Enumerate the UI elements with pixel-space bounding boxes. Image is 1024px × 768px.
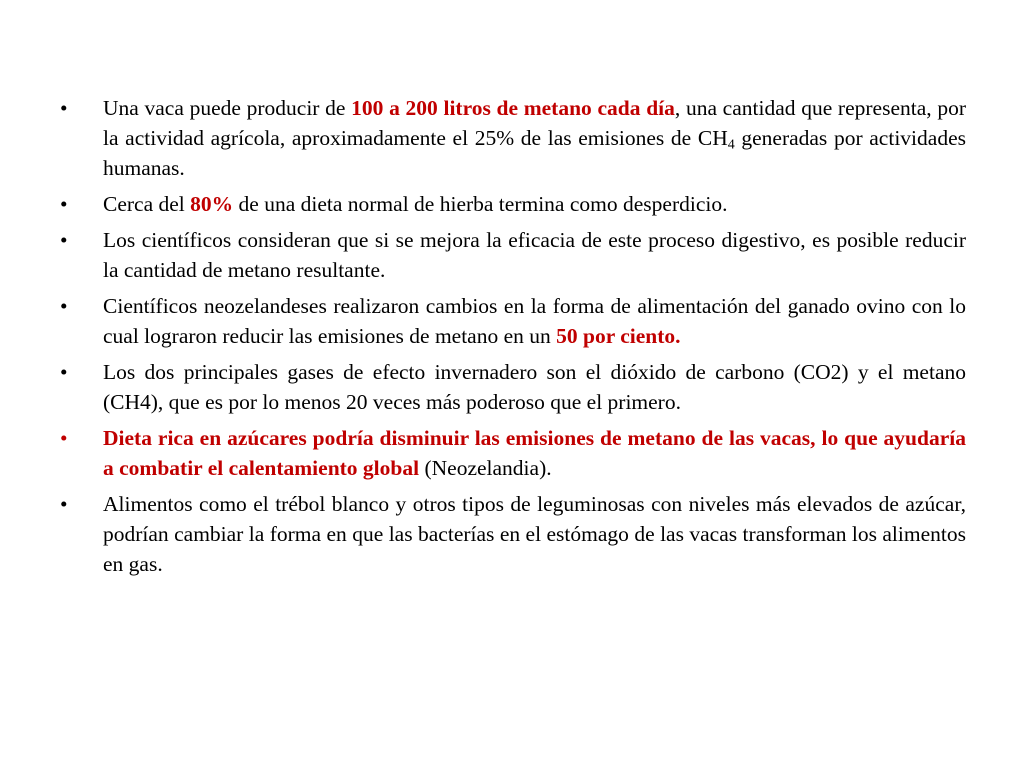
subscript-text: 4 [727, 137, 735, 153]
emphasis-text: 100 a 200 litros de metano cada día [351, 96, 675, 120]
bullet-marker: • [60, 360, 68, 384]
bullet-marker: • [60, 492, 68, 516]
bullet-item [60, 189, 966, 219]
body-text: Los científicos consideran que si se mejora la eficacia de este proceso digestivo, es posible reducir la cantidad de metano resultante. [103, 228, 966, 282]
bullet-text [103, 96, 966, 180]
body-text: Cerca del [103, 192, 191, 216]
bullet-item [60, 357, 966, 417]
bullet-item [60, 489, 966, 579]
body-text: generadas por actividades humanas. [103, 126, 966, 180]
bullet-marker: • [60, 294, 68, 318]
body-text: de una dieta normal de hierba termina como desperdicio. [233, 192, 728, 216]
emphasis-text: Dieta rica en azúcares podría disminuir las emisiones de metano de las vacas, lo que ayudaría a combatir el calentamiento global [103, 426, 966, 480]
body-text: Científicos neozelandeses realizaron cambios en la forma de alimentación del ganado ovino con lo cual lograron reducir las emisiones de metano en un [103, 294, 966, 348]
body-text: Los dos principales gases de efecto invernadero son el dióxido de carbono (CO2) y el metano (CH4), que es por lo menos 20 veces más poderoso que el primero. [103, 360, 966, 414]
body-text: Una vaca puede producir de [103, 96, 352, 120]
emphasis-text: 50 por ciento. [556, 324, 681, 348]
bullet-text [103, 294, 966, 348]
bullet-marker: • [60, 192, 68, 216]
body-text: Alimentos como el trébol blanco y otros tipos de leguminosas con niveles más elevados de azúcar, podrían cambiar la forma en que las bacterías en el estómago de las vacas transforman los alimentos en gas. [103, 492, 966, 576]
bullet-list [60, 93, 966, 585]
bullet-text [103, 228, 966, 282]
bullet-text [103, 492, 966, 576]
bullet-item [60, 93, 966, 183]
bullet-item [60, 423, 966, 483]
body-text: (Neozelandia). [419, 456, 552, 480]
bullet-text [103, 360, 966, 414]
bullet-marker: • [60, 426, 68, 450]
bullet-text [103, 192, 727, 216]
bullet-text [103, 426, 966, 480]
bullet-item [60, 291, 966, 351]
emphasis-text: 80% [190, 192, 234, 216]
bullet-marker: • [60, 96, 68, 120]
bullet-item [60, 225, 966, 285]
body-text: , una cantidad que representa, por la actividad agrícola, aproximadamente el 25% de las emisiones de CH [103, 96, 966, 150]
bullet-marker: • [60, 228, 68, 252]
